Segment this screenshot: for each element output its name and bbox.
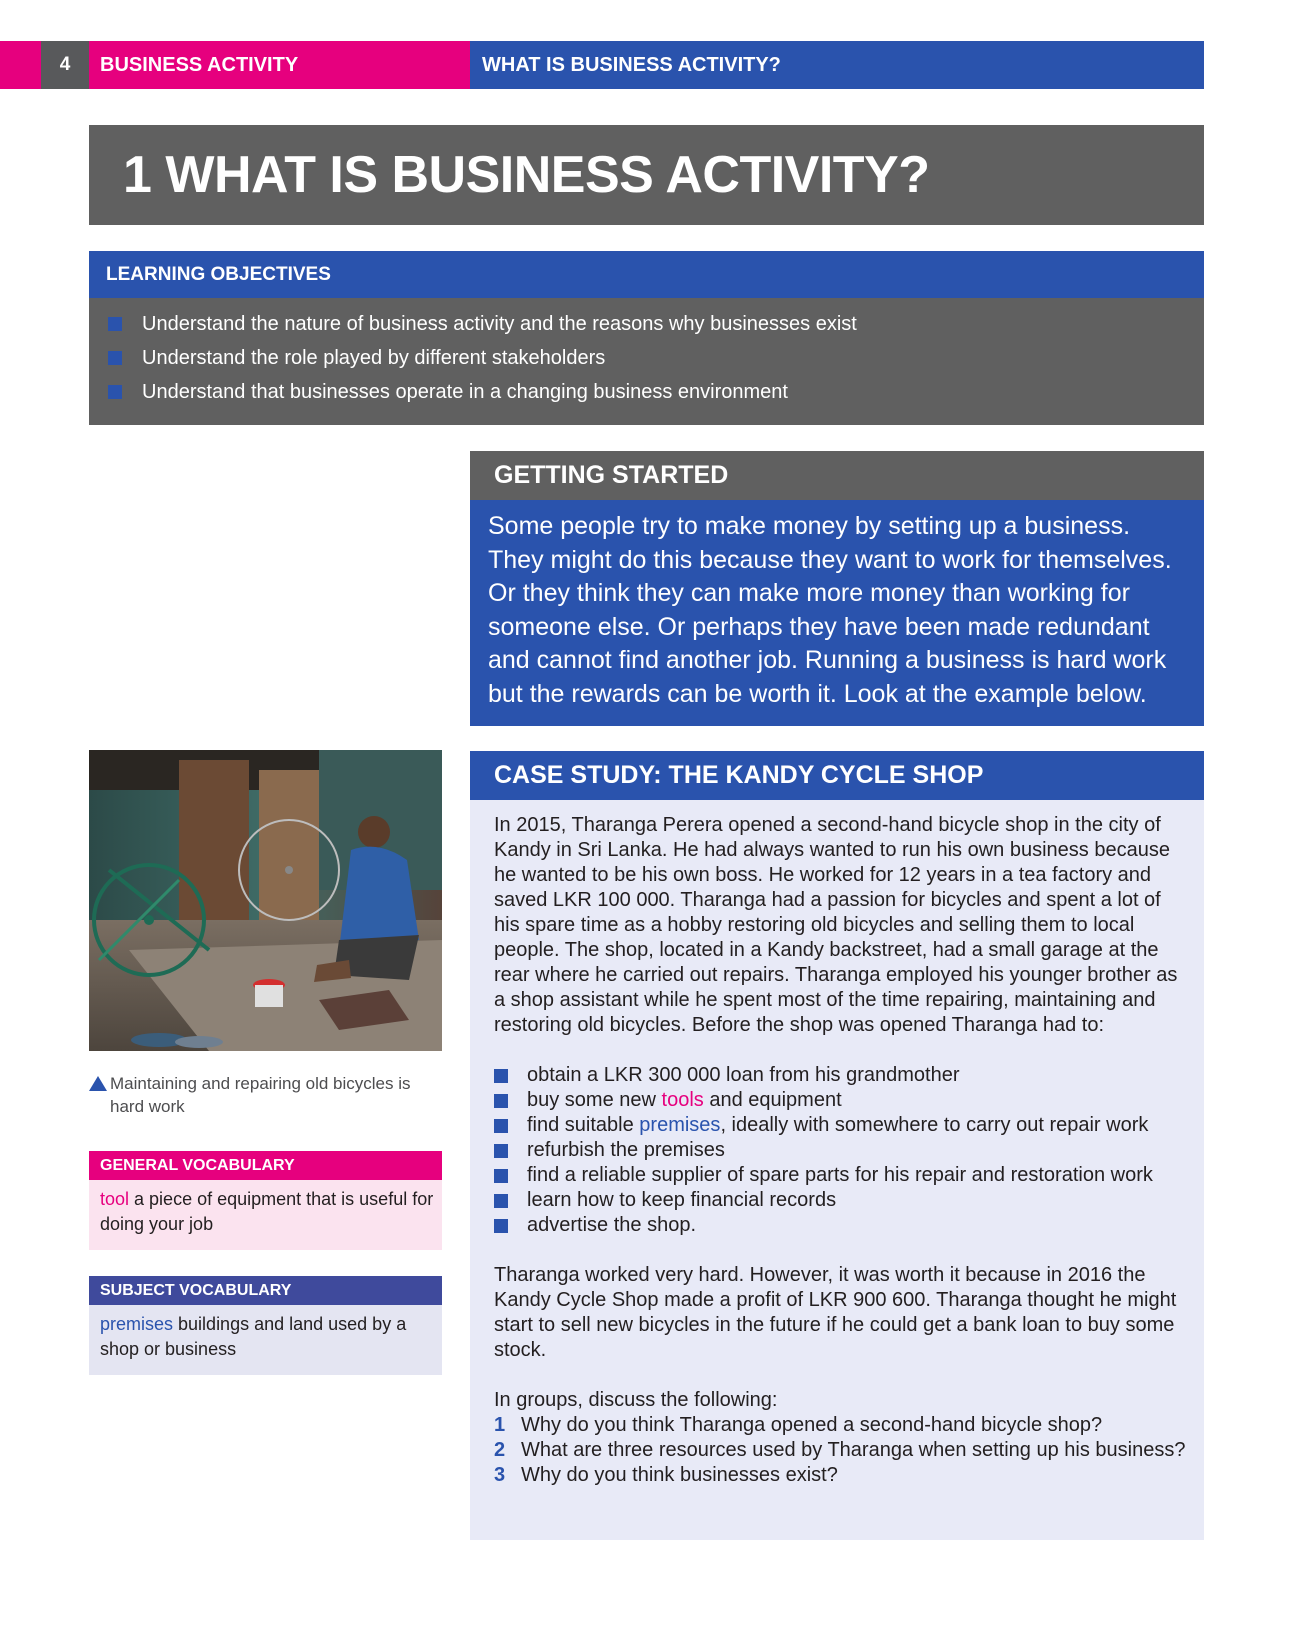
subject-vocabulary-entry bbox=[100, 1312, 435, 1362]
case-study-text bbox=[494, 813, 1189, 1488]
discussion-intro: In groups, discuss the following: bbox=[494, 1389, 778, 1411]
header-chapter-title: WHAT IS BUSINESS ACTIVITY? bbox=[482, 54, 781, 76]
learning-objective-item: Understand that businesses operate in a changing business environment bbox=[108, 375, 788, 409]
case-study-paragraph: Tharanga worked very hard. However, it was worth it because in 2016 the Kandy Cycle Shop made a profit of LKR 900 600. Tharanga thought he might start to sell new bicycles in the future if he could get a bank loan to buy some stock. bbox=[494, 1264, 1177, 1361]
bullet-square-icon bbox=[494, 1069, 508, 1083]
bicycle-repair-photo bbox=[89, 750, 442, 1051]
list-item: advertise the shop. bbox=[494, 1213, 1189, 1238]
getting-started-text: Some people try to make money by setting up a business. They might do this because they want to work for themselves. Or they think they can make more money than working for someone else. Or perhaps they have been made redundant and cannot find another job. Running a business is hard work but the rewards can be worth it. Look at the example below. bbox=[488, 512, 1172, 708]
header-section-title: BUSINESS ACTIVITY bbox=[100, 54, 299, 76]
chapter-title: 1 WHAT IS BUSINESS ACTIVITY? bbox=[123, 146, 930, 204]
bullet-square-icon bbox=[108, 385, 122, 399]
keyword-premises: premises bbox=[639, 1114, 721, 1136]
general-vocabulary-entry bbox=[100, 1187, 435, 1237]
bullet-square-icon bbox=[494, 1094, 508, 1108]
bullet-square-icon bbox=[494, 1119, 508, 1133]
case-study-paragraph: In 2015, Tharanga Perera opened a second-hand bicycle shop in the city of Kandy in Sri Lanka. He had always wanted to run his own business because he wanted to be his own boss. He worked for 12 years in a tea factory and saved LKR 100 000. Tharanga had a passion for bicycles and spent a lot of his spare time as a hobby restoring old bicycles and selling them to local people. The shop, located in a Kandy backstreet, had a small garage at the rear where he carried out repairs. Tharanga employed his younger brother as a shop assistant while he spent most of the time repairing, maintaining and restoring old bicycles. Before the shop was opened Tharanga had to: bbox=[494, 814, 1178, 1036]
list-item: learn how to keep financial records bbox=[494, 1188, 1189, 1213]
list-item: refurbish the premises bbox=[494, 1138, 1189, 1163]
subject-vocabulary-heading: SUBJECT VOCABULARY bbox=[100, 1282, 292, 1299]
discussion-question: 3 Why do you think businesses exist? bbox=[494, 1464, 838, 1486]
learning-objective-item: Understand the role played by different stakeholders bbox=[108, 341, 605, 375]
triangle-up-icon bbox=[89, 1076, 107, 1091]
vocabulary-definition: a piece of equipment that is useful for doing your job bbox=[100, 1189, 434, 1234]
list-item: obtain a LKR 300 000 loan from his grandmother bbox=[494, 1063, 1189, 1088]
list-item: buy some new tools and equipment bbox=[494, 1088, 1189, 1113]
vocabulary-term: tool bbox=[100, 1189, 130, 1209]
case-study-list bbox=[494, 1063, 1189, 1238]
case-study-heading: CASE STUDY: THE KANDY CYCLE SHOP bbox=[494, 761, 984, 789]
getting-started-heading: GETTING STARTED bbox=[494, 461, 729, 489]
bullet-square-icon bbox=[494, 1219, 508, 1233]
discussion-question: 2 What are three resources used by Tharanga when setting up his business? bbox=[494, 1439, 1186, 1461]
keyword-tools: tools bbox=[661, 1089, 704, 1111]
discussion-question: 1 Why do you think Tharanga opened a second-hand bicycle shop? bbox=[494, 1414, 1103, 1436]
vocabulary-definition: buildings and land used by a shop or business bbox=[100, 1314, 407, 1359]
bullet-square-icon bbox=[494, 1144, 508, 1158]
photo-caption: Maintaining and repairing old bicycles is hard work bbox=[110, 1074, 411, 1116]
learning-objectives-heading: LEARNING OBJECTIVES bbox=[106, 264, 331, 285]
vocabulary-term: premises bbox=[100, 1314, 174, 1334]
general-vocabulary-heading: GENERAL VOCABULARY bbox=[100, 1157, 295, 1174]
bullet-square-icon bbox=[494, 1194, 508, 1208]
bullet-square-icon bbox=[108, 317, 122, 331]
learning-objective-item: Understand the nature of business activity and the reasons why businesses exist bbox=[108, 307, 857, 341]
bullet-square-icon bbox=[494, 1169, 508, 1183]
list-item: find a reliable supplier of spare parts for his repair and restoration work bbox=[494, 1163, 1189, 1188]
page-number: 4 bbox=[41, 41, 89, 89]
list-item: find suitable premises, ideally with somewhere to carry out repair work bbox=[494, 1113, 1189, 1138]
bullet-square-icon bbox=[108, 351, 122, 365]
